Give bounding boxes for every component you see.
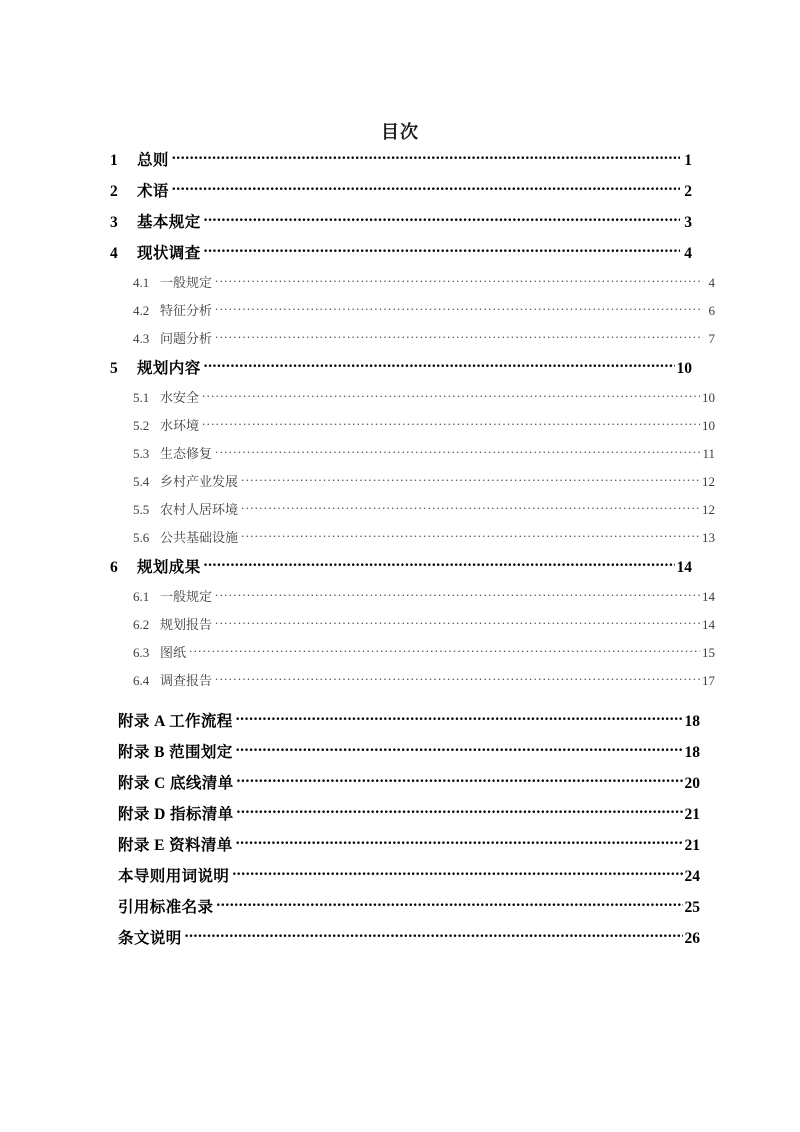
toc-entry[interactable] xyxy=(110,499,715,527)
toc-entry[interactable] xyxy=(110,300,715,328)
toc-entry-page-number: 14 xyxy=(702,617,715,632)
toc-entry[interactable] xyxy=(110,771,700,802)
toc-entry[interactable] xyxy=(110,210,692,241)
toc-entry-page-number: 18 xyxy=(684,744,700,761)
toc-entry-page-number: 20 xyxy=(684,775,700,792)
toc-entry-label: 一般规定 xyxy=(160,589,213,604)
toc-entry[interactable] xyxy=(110,833,700,864)
toc-entry[interactable] xyxy=(110,148,692,179)
toc-dot-leader xyxy=(215,330,703,343)
toc-entry-label: 一般规定 xyxy=(160,275,213,290)
toc-entry[interactable] xyxy=(110,926,700,957)
table-of-contents xyxy=(110,148,715,957)
toc-entry-label: 特征分析 xyxy=(160,303,213,318)
toc-dot-leader xyxy=(241,529,700,542)
toc-entry[interactable] xyxy=(110,471,715,499)
toc-entry-number: 5 xyxy=(110,360,118,377)
toc-entry-label: 引用标准名录 xyxy=(118,899,214,916)
toc-entry[interactable] xyxy=(110,272,715,300)
toc-entry-page-number: 21 xyxy=(684,806,700,823)
toc-dot-leader xyxy=(236,742,683,758)
toc-entry-page-number: 15 xyxy=(702,645,715,660)
toc-entry-page-number: 7 xyxy=(708,331,715,346)
toc-entry-label: 附录 C 底线清单 xyxy=(118,775,234,792)
toc-entry[interactable] xyxy=(110,179,692,210)
toc-dot-leader xyxy=(236,835,683,851)
toc-dot-leader xyxy=(215,672,700,685)
toc-entry-label: 条文说明 xyxy=(118,930,182,947)
toc-entry[interactable] xyxy=(110,356,692,387)
toc-entry-label: 总则 xyxy=(137,152,169,169)
toc-entry-number: 5.5 xyxy=(133,502,150,517)
toc-entry-page-number: 24 xyxy=(684,868,700,885)
toc-entry-page-number: 4 xyxy=(708,275,715,290)
toc-dot-leader xyxy=(215,274,703,287)
toc-entry[interactable] xyxy=(110,555,692,586)
toc-entry[interactable] xyxy=(110,527,715,555)
toc-entry-number: 5.3 xyxy=(133,446,150,461)
toc-dot-leader xyxy=(216,897,682,913)
toc-dot-leader xyxy=(202,417,700,430)
toc-entry-page-number: 10 xyxy=(702,418,715,433)
toc-entry-number: 4.1 xyxy=(133,275,150,290)
toc-entry-label: 农村人居环境 xyxy=(160,502,239,517)
toc-entry-label: 附录 E 资料清单 xyxy=(118,837,233,854)
toc-entry[interactable] xyxy=(110,415,715,443)
toc-entry-number: 6.2 xyxy=(133,617,150,632)
toc-dot-leader xyxy=(204,358,675,374)
toc-dot-leader xyxy=(232,866,682,882)
toc-entry-label: 生态修复 xyxy=(160,446,213,461)
toc-entry-label: 附录 D 指标清单 xyxy=(118,806,234,823)
toc-entry-label: 本导则用词说明 xyxy=(118,868,230,885)
toc-entry[interactable] xyxy=(110,387,715,415)
toc-entry-label: 基本规定 xyxy=(137,214,201,231)
toc-entry-label: 术语 xyxy=(137,183,169,200)
toc-entry-page-number: 11 xyxy=(702,446,715,461)
toc-entry-number: 6 xyxy=(110,559,118,576)
toc-entry-number: 4 xyxy=(110,245,118,262)
toc-entry-label: 公共基础设施 xyxy=(160,530,239,545)
toc-entry-page-number: 12 xyxy=(702,502,715,517)
toc-entry-number: 5.1 xyxy=(133,390,150,405)
toc-entry-label: 乡村产业发展 xyxy=(160,474,239,489)
toc-entry-number: 6.4 xyxy=(133,673,150,688)
toc-dot-leader xyxy=(237,804,683,820)
toc-entry-label: 图纸 xyxy=(160,645,187,660)
toc-entry-label: 规划成果 xyxy=(137,559,201,576)
toc-entry-number: 3 xyxy=(110,214,118,231)
toc-dot-leader xyxy=(215,445,700,458)
toc-entry-page-number: 14 xyxy=(702,589,715,604)
toc-entry-page-number: 3 xyxy=(684,214,692,231)
toc-entry-label: 附录 A 工作流程 xyxy=(118,713,233,730)
toc-entry-label: 调查报告 xyxy=(160,673,213,688)
toc-dot-leader xyxy=(215,588,700,601)
toc-entry-page-number: 17 xyxy=(702,673,715,688)
toc-dot-leader xyxy=(204,212,680,228)
toc-dot-leader xyxy=(189,644,700,657)
toc-dot-leader xyxy=(172,181,680,197)
toc-dot-leader xyxy=(236,711,683,727)
toc-entry[interactable] xyxy=(110,802,700,833)
toc-entry-page-number: 14 xyxy=(676,559,692,576)
toc-dot-leader xyxy=(204,243,680,259)
toc-entry-number: 4.3 xyxy=(133,331,150,346)
toc-entry-number: 2 xyxy=(110,183,118,200)
toc-entry-page-number: 2 xyxy=(684,183,692,200)
toc-dot-leader xyxy=(237,773,683,789)
toc-dot-leader xyxy=(204,557,675,573)
toc-entry-label: 水安全 xyxy=(160,390,200,405)
toc-entry-page-number: 1 xyxy=(684,152,692,169)
toc-entry[interactable] xyxy=(110,443,715,471)
toc-entry-page-number: 12 xyxy=(702,474,715,489)
toc-entry[interactable] xyxy=(110,740,700,771)
toc-entry-label: 水环境 xyxy=(160,418,200,433)
toc-entry-number: 5.6 xyxy=(133,530,150,545)
toc-dot-leader xyxy=(215,616,700,629)
toc-entry-label: 规划内容 xyxy=(137,360,201,377)
toc-entry-label: 附录 B 范围划定 xyxy=(118,744,233,761)
toc-entry[interactable] xyxy=(110,895,700,926)
toc-entry-page-number: 10 xyxy=(702,390,715,405)
toc-entry-page-number: 6 xyxy=(708,303,715,318)
toc-entry-label: 问题分析 xyxy=(160,331,213,346)
toc-entry-number: 6.3 xyxy=(133,645,150,660)
toc-entry-label: 现状调查 xyxy=(137,245,201,262)
toc-entry[interactable] xyxy=(110,614,715,642)
toc-entry-page-number: 13 xyxy=(702,530,715,545)
toc-dot-leader xyxy=(202,389,700,402)
toc-entry-page-number: 10 xyxy=(676,360,692,377)
toc-entry[interactable] xyxy=(110,709,700,740)
toc-dot-leader xyxy=(241,501,700,514)
toc-entry-page-number: 18 xyxy=(684,713,700,730)
toc-entry-page-number: 25 xyxy=(684,899,700,916)
toc-entry[interactable] xyxy=(110,670,715,698)
toc-entry-number: 5.4 xyxy=(133,474,150,489)
toc-entry-number: 1 xyxy=(110,152,118,169)
toc-entry[interactable] xyxy=(110,864,700,895)
toc-entry-page-number: 21 xyxy=(684,837,700,854)
toc-entry-number: 6.1 xyxy=(133,589,150,604)
toc-entry-page-number: 4 xyxy=(684,245,692,262)
toc-dot-leader xyxy=(215,302,703,315)
toc-entry[interactable] xyxy=(110,328,715,356)
toc-dot-leader xyxy=(172,150,680,166)
toc-entry-number: 5.2 xyxy=(133,418,150,433)
toc-entry-number: 4.2 xyxy=(133,303,150,318)
toc-entry-page-number: 26 xyxy=(684,930,700,947)
toc-entry-label: 规划报告 xyxy=(160,617,213,632)
page-title: 目次 xyxy=(381,122,419,142)
toc-entry[interactable] xyxy=(110,586,715,614)
toc-entry[interactable] xyxy=(110,642,715,670)
toc-dot-leader xyxy=(241,473,700,486)
toc-dot-leader xyxy=(185,928,683,944)
toc-entry[interactable] xyxy=(110,241,692,272)
